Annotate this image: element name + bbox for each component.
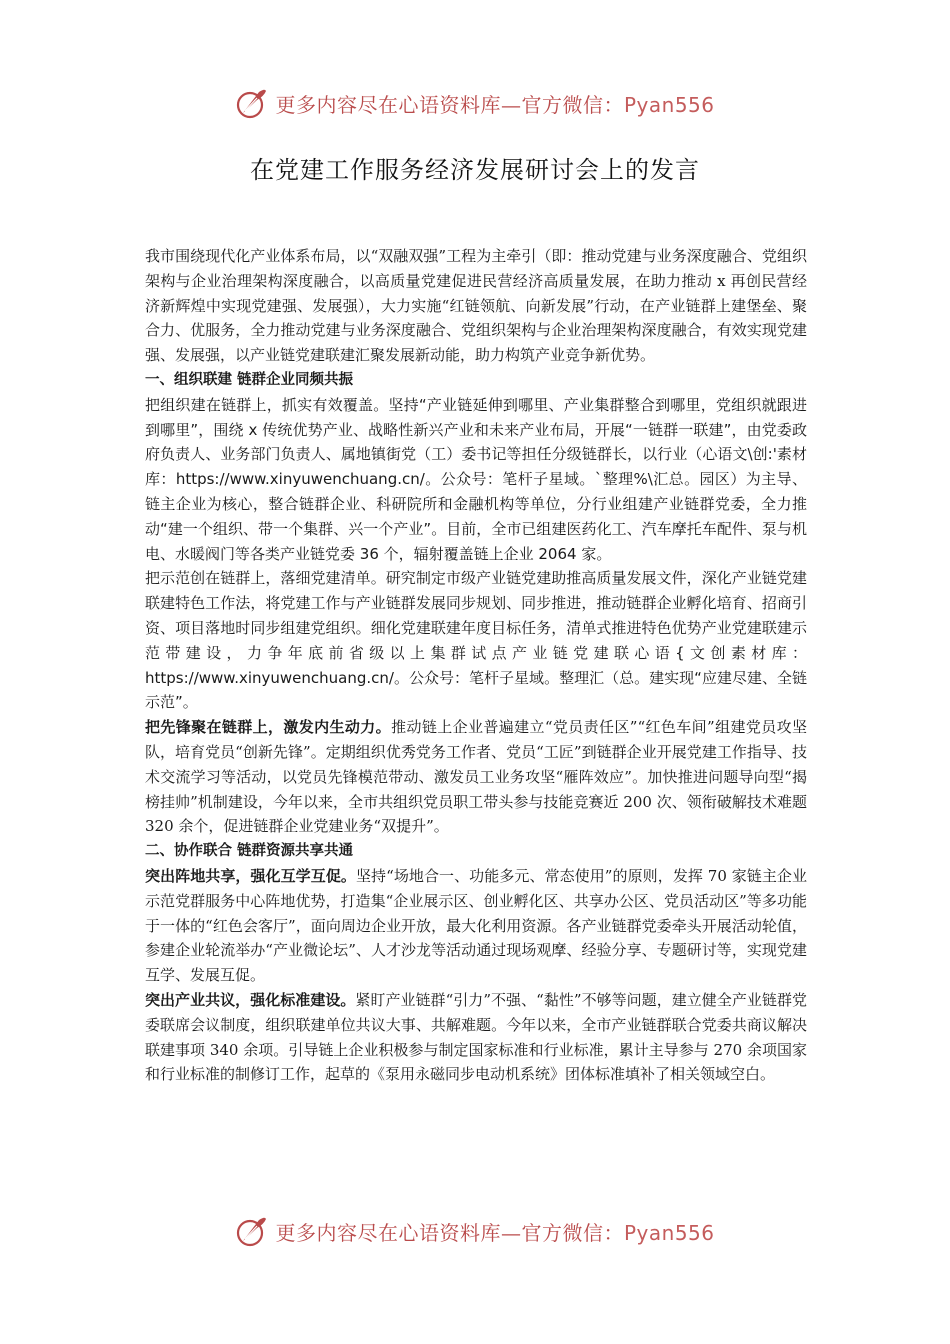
quill-pen-icon [235, 86, 269, 120]
header-banner [0, 78, 950, 128]
banner-text: 更多内容尽在心语资料库—官方微信：Pyan556 [275, 1220, 715, 1245]
section-heading-2: 二、协作联合 链群资源共享共通 [145, 843, 354, 860]
paragraph-text: 坚持“场地合一、功能多元、常态使用”的原则，发挥 70 家链主企业示范党群服务中心阵地优势，打造集“企业展示区、创业孵化区、共享办公区、党员活动区”等多功能于一体的“红色会客厅”，面向周边企业开放，最大化利用资源。各产业链群党委牵头开展活动轮值，参建企业轮流举办“产业微论坛”、人才沙龙等活动通过现场观摩、经验分享、专题研讨等，实现党建互学、发展互促。 [145, 866, 807, 985]
wechat-id: Pyan556 [623, 1220, 715, 1245]
section1-paragraph-2: 把示范创在链群上，落细党建清单。研究制定市级产业链党建助推高质量发展文件，深化产业链党建联建特色工作法，将党建工作与产业链群发展同步规划、同步推进，推动链群企业孵化培育、招商引资、项目落地时同步组建党组织。细化党建联建年度目标任务，清单式推进特色优势产业党建联建示范带建设，力争年底前省级以上集群试点产业链党建联心语{文创素材库：https://www.xinyuwenchuang.cn/。公众号：笔杆子星域。整理汇（总。建实现“应建尽建、全链示范”。 [145, 569, 807, 712]
banner-text: 更多内容尽在心语资料库—官方微信：Pyan556 [275, 92, 715, 117]
paragraph-lead: 突出阵地共享，强化互学互促。 [145, 866, 356, 885]
intro-paragraph: 我市围绕现代化产业体系布局，以“双融双强”工程为主牵引（即：推动党建与业务深度融合、党组织架构与企业治理架构深度融合，以高质量党建促进民营经济高质量发展，在助力推动 x 再创民营经济新辉煌中实现党建强、发展强），大力实施“红链领航、向新发展”行动，在产业链群上建堡垒、聚合力、优服务，全力推动党建与业务深度融合、党组织架构与企业治理架构深度融合，有效实现党建强、发展强，以产业链党建联建汇聚发展新动能，助力构筑产业竞争新优势。 [145, 247, 807, 365]
paragraph-lead: 突出产业共议，强化标准建设。 [145, 990, 356, 1009]
section1-paragraph-1: 把组织建在链群上，抓实有效覆盖。坚持“产业链延伸到哪里、产业集群整合到哪里，党组织就跟进到哪里”，围绕 x 传统优势产业、战略性新兴产业和未来产业布局，开展“一链群一联建”，由党委政府负责人、业务部门负责人、属地镇街党（工）委书记等担任分级链群长，以行业（心语文\创:'素材库：https://www.xinyuwenchuang.cn/。公众号：笔杆子星域。`整理%\汇总。园区）为主导、链主企业为核心，整合链群企业、科研院所和金融机构等单位，分行业组建产业链群党委，全力推动“建一个组织、带一个集群、兴一个产业”。目前，全市已组建医药化工、汽车摩托车配件、泵与机电、水暖阀门等各类产业链党委 36 个，辐射覆盖链上企业 2064 家。 [145, 395, 807, 563]
paragraph-text: 紧盯产业链群“引力”不强、“黏性”不够等问题，建立健全产业链群党委联席会议制度，组织联建单位共议大事、共解难题。今年以来，全市产业链群联合党委共商议解决联建事项 340 余项。引导链上企业积极参与制定国家标准和行业标准，累计主导参与 270 余项国家和行业标准的制修订工作，起草的《泵用永磁同步电动机系统》团体标准填补了相关领域空白。 [145, 990, 807, 1084]
section2-paragraph-2 [145, 988, 807, 1087]
document-title: 在党建工作服务经济发展研讨会上的发言 [250, 156, 700, 184]
section2-paragraph-1 [145, 864, 807, 988]
quill-pen-icon [235, 1214, 269, 1248]
section1-paragraph-3 [145, 715, 807, 839]
paragraph-text: 推动链上企业普遍建立“党员责任区”“红色车间”组建党员攻坚队，培育党员“创新先锋”。定期组织优秀党务工作者、党员“工匠”到链群企业开展党建工作指导、技术交流学习等活动，以党员先锋模范带动、激发员工业务攻坚“雁阵效应”。加快推进问题导向型“揭榜挂帅”机制建设，今年以来，全市共组织党员职工带头参与技能竞赛近 200 次、领衔破解技术难题 320 余个，促进链群企业党建业务“双提升”。 [145, 718, 807, 836]
document-body [145, 244, 807, 1087]
wechat-id: Pyan556 [623, 92, 715, 117]
footer-banner [0, 1206, 950, 1256]
section-heading-1: 一、组织联建 链群企业同频共振 [145, 371, 354, 388]
paragraph-lead: 把先锋聚在链群上，激发内生动力。 [145, 718, 392, 737]
